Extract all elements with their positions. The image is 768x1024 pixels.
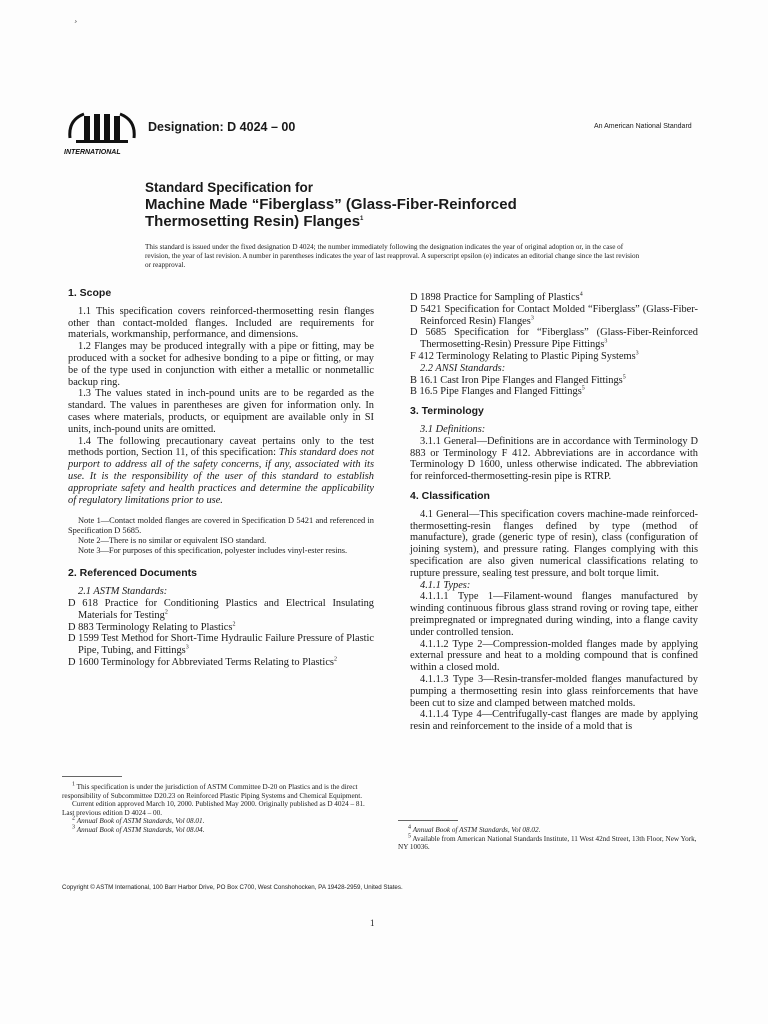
ref-d5421 xyxy=(410,304,698,328)
footnote-1-text: This specification is under the jurisdiction of ASTM Committee D-20 on Plastics and is the direct responsibility of Subcommittee D20.23 on Reinforced Plastic Piping Systems and Chemical Equipment. xyxy=(62,783,363,800)
ref-sup: 5 xyxy=(581,385,585,392)
referenced-documents-heading: 2. Referenced Documents xyxy=(68,567,197,580)
para-1-4-intro: 1.4 The following precautionary caveat pertains only to the test methods portion, Section 11, of this specification: xyxy=(68,435,374,459)
footnote-5-text: Available from American National Standards Institute, 11 West 42nd Street, 13th Floor, New York, NY 10036. xyxy=(398,834,697,852)
types-label xyxy=(410,580,698,592)
ref-sup: 3 xyxy=(604,338,608,345)
note-3: Note 3—For purposes of this specification, polyester includes vinyl-ester resins. xyxy=(78,546,348,556)
scope-heading: 1. Scope xyxy=(68,287,112,299)
ref-d1898 xyxy=(410,292,698,304)
ref-d618 xyxy=(68,598,374,622)
para-1-4-caveat: This standard does not purport to address all of the safety concerns, if any, associated with its use. It is the responsibility of the user of this standard to establish appropriate safety and health practices and determine the applicability of regulatory limitations prior to use. xyxy=(68,447,374,506)
type-2: 4.1.1.2 Type 2—Compression-molded flanges made by applying external pressure and heat to a molding compound that is confined within a closed mold. xyxy=(410,638,698,674)
ref-text: D 5685 Specification for “Fiberglass” (Glass-Fiber-Reinforced Thermosetting-Resin) Pressure Pipe Fittings xyxy=(410,327,698,351)
ref-b16-5 xyxy=(410,386,698,398)
ref-text: D 1600 Terminology for Abbreviated Terms Relating to Plastics xyxy=(68,656,334,668)
note-1: Note 1—Contact molded flanges are covered in Specification D 5421 and referenced in Specification D 5685. xyxy=(68,516,374,536)
ref-text: D 5421 Specification for Contact Molded “Fiberglass” (Glass-Fiber-Reinforced Resin) Flanges xyxy=(410,303,698,327)
para-4-1: 4.1 General—This specification covers machine-made reinforced-thermosetting-resin flanges defined by type (method of manufacture), grade (generic type of resin), class (configuration of joining system), and pressure rating. Flanges complying with this specification are also given numerical classifications relating to rupture pressure, sealing test pressure, and bolt torque limit. xyxy=(410,508,698,579)
title-text: Machine Made “Fiberglass” (Glass-Fiber-Reinforced Thermosetting Resin) Flanges xyxy=(145,196,517,230)
footnote-2-text: Annual Book of ASTM Standards, Vol 08.01. xyxy=(76,817,205,826)
ref-text: B 16.1 Cast Iron Pipe Flanges and Flanged Fittings xyxy=(410,374,623,386)
type-1: 4.1.1.1 Type 1—Filament-wound flanges manufactured by winding continuous fibrous glass strand roving or roving tape, either preimpregnated or impregnated during winding, into a flange cavity under controlled tension. xyxy=(410,591,698,638)
issue-note: This standard is issued under the fixed designation D 4024; the number immediately following the designation indicates the year of original adoption or, in the case of revision, the year of last revision. A number in parentheses indicates the year of last reapproval. A superscript epsilon (e) indicates an editorial change since the last revision or reapproval. xyxy=(145,243,640,269)
ref-text: D 883 Terminology Relating to Plastics xyxy=(68,621,233,633)
ref-sup: 2 xyxy=(232,621,236,628)
ref-text: F 412 Terminology Relating to Plastic Piping Systems xyxy=(410,350,636,362)
footnote-3-text: Annual Book of ASTM Standards, Vol 08.04. xyxy=(76,825,205,834)
right-column xyxy=(410,292,698,733)
footnote-4: $^4$ Annual Book of ASTM Standards, Vol 08.02. xyxy=(408,824,541,834)
scan-mark: ¸ xyxy=(74,12,78,23)
ref-text: B 16.5 Pipe Flanges and Flanged Fittings xyxy=(410,386,582,398)
footnote-2: $^2$ Annual Book of ASTM Standards, Vol 08.01. xyxy=(72,815,205,826)
definitions-label xyxy=(410,424,698,436)
astm-logo-icon xyxy=(62,106,142,158)
footnote-1: $^1$ This specification is under the jurisdiction of ASTM Committee D-20 on Plastics and is the direct responsibility of Subcommittee D20.23 on Reinforced Plastic Piping Systems and Chemical Equipment. xyxy=(62,781,363,800)
ref-text: D 1599 Test Method for Short-Time Hydraulic Failure Pressure of Plastic Pipe, Tubing, and Fittings xyxy=(68,633,374,657)
type-4: 4.1.1.4 Type 4—Centrifugally-cast flanges are made by applying resin and reinforcement to the inside of a mold that is xyxy=(410,709,698,733)
para-1-2: 1.2 Flanges may be produced integrally with a pipe or fitting, may be produced with a socket for adhesive bonding to a pipe or fitting, or may be of the type used in conjunction with either a metallic or nonmetallic backup ring. xyxy=(68,341,374,388)
document-title xyxy=(145,196,585,230)
footnote-3: $^3$ Annual Book of ASTM Standards, Vol 08.04. xyxy=(72,824,205,834)
footnotes-left xyxy=(62,783,372,835)
ref-sup: 3 xyxy=(185,644,189,651)
ref-d883 xyxy=(68,622,374,634)
title-line-1: Standard Specification for xyxy=(145,180,314,195)
ref-d5685 xyxy=(410,327,698,351)
footnote-4-text: Annual Book of ASTM Standards, Vol 08.02. xyxy=(412,826,541,834)
note-2: Note 2—There is no similar or equivalent ISO standard. xyxy=(78,536,267,546)
ansi-standards-label xyxy=(410,363,698,375)
ref-sup: 5 xyxy=(622,374,626,381)
left-column xyxy=(68,288,374,669)
footnotes-right xyxy=(398,826,704,852)
ref-d1600 xyxy=(68,657,374,669)
para-1-3: 1.3 The values stated in inch-pound units are to be regarded as the standard. The values in parentheses are given for information only. In cases where materials, products, or equipment are available only in SI units, inch-pound units are omitted. xyxy=(68,388,374,435)
copyright-line: Copyright © ASTM International, 100 Barr Harbor Drive, PO Box C700, West Conshohocken, PA 19428-2959, United States. xyxy=(62,884,403,891)
page-number: 1 xyxy=(370,918,375,928)
designation: Designation: D 4024 – 00 xyxy=(148,120,296,134)
title-footnote-mark: 1 xyxy=(360,216,364,222)
ref-b16-1 xyxy=(410,375,698,387)
footnote-rule-left xyxy=(62,776,122,777)
ref-sup: 3 xyxy=(530,315,534,322)
svg-text:INTERNATIONAL: INTERNATIONAL xyxy=(64,149,121,156)
classification-heading: 4. Classification xyxy=(410,489,490,502)
types-text: 4.1.1 Types: xyxy=(420,579,471,591)
definitions-text: 3.1 Definitions: xyxy=(420,423,486,435)
ref-f412 xyxy=(410,351,698,363)
ref-d1599 xyxy=(68,633,374,657)
astm-standards-label xyxy=(68,586,374,598)
ref-text: D 1898 Practice for Sampling of Plastics xyxy=(410,292,580,303)
footnote-5: $^5$ Available from American National Standards Institute, 11 West 42nd Street, 13th Floor, New York, NY 10036. xyxy=(398,833,697,852)
para-3-1-1: 3.1.1 General—Definitions are in accordance with Terminology D 883 or Terminology F 412. Abbreviations are in accordance with Terminology D 1600, unless otherwise indicated. The abbreviation for reinforced-thermosetting-resin pipe is RTRP. xyxy=(410,435,698,483)
para-1-1: 1.1 This specification covers reinforced-thermosetting resin flanges other than contact-molded flanges. Included are requirements for materials, workmanship, performance, and dimensions. xyxy=(68,305,374,341)
ref-sup: 3 xyxy=(635,350,639,357)
type-3: 4.1.1.3 Type 3—Resin-transfer-molded flanges manufactured by pumping a thermosetting resin into glass reinforcements that have been cut to size and clamped between matched molds. xyxy=(410,673,698,709)
ref-sup: 2 xyxy=(333,656,337,663)
ref-sup: 2 xyxy=(164,609,168,616)
footnote-1b: Current edition approved March 10, 2000. Published May 2000. Originally published as D 4024 – 81. Last previous edition D 4024 – 00. xyxy=(62,800,365,817)
para-1-4 xyxy=(68,436,374,507)
ref-sup: 4 xyxy=(579,291,583,298)
ref-text: D 618 Practice for Conditioning Plastics and Electrical Insulating Materials for Testing xyxy=(68,597,374,621)
astm-standards-text: 2.1 ASTM Standards: xyxy=(78,586,168,598)
footnote-rule-right xyxy=(398,820,458,821)
ansi-standards-text: 2.2 ANSI Standards: xyxy=(420,362,506,374)
american-national-standard-label: An American National Standard xyxy=(594,123,692,130)
terminology-heading: 3. Terminology xyxy=(410,405,484,418)
